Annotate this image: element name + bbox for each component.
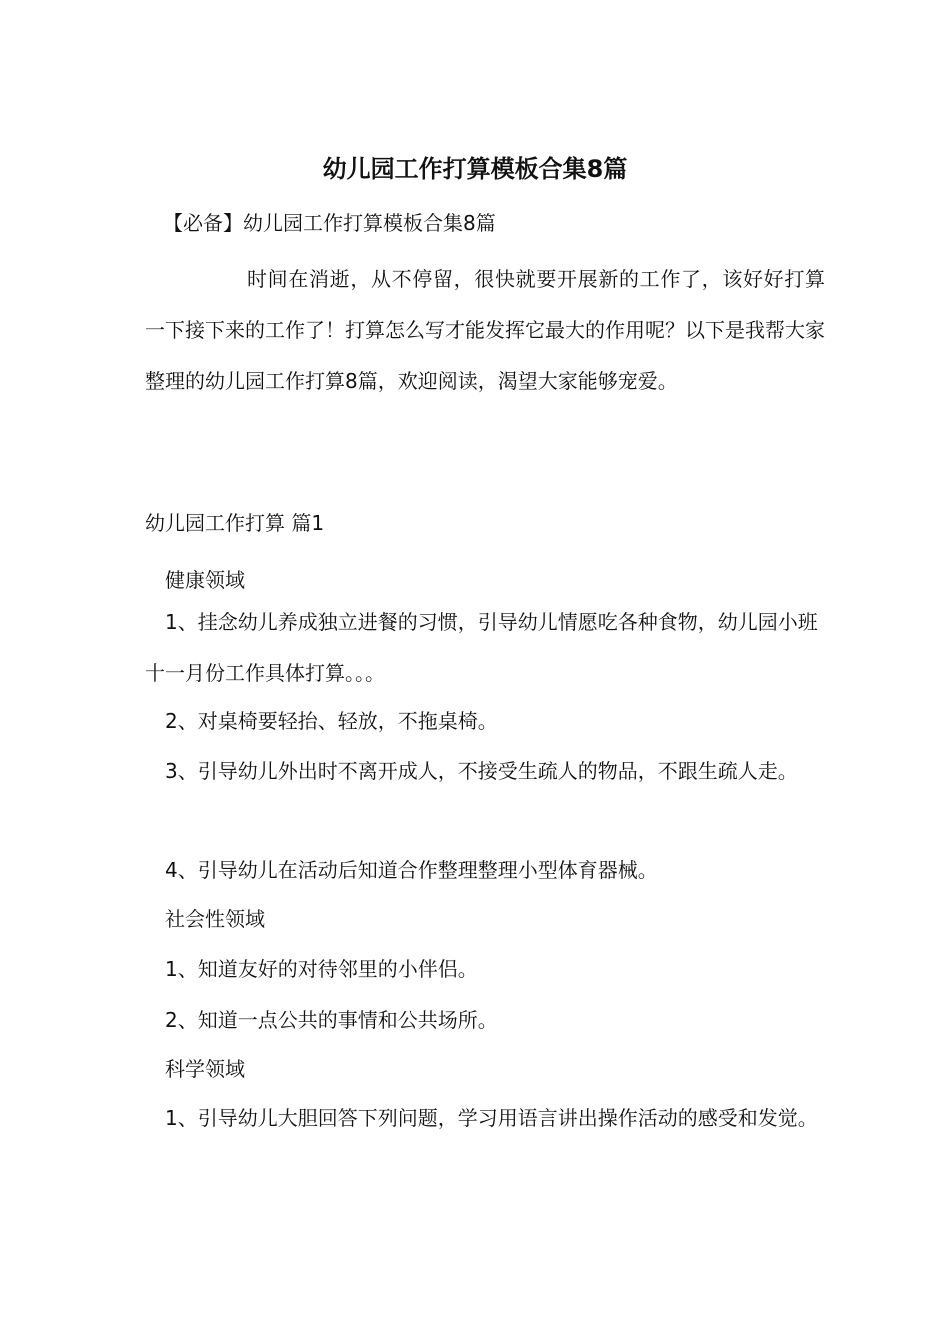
paragraph-item: 4、引导幼儿在活动后知道合作整理整理小型体育器械。	[165, 858, 658, 882]
paragraph-item: 3、引导幼儿外出时不离开成人，不接受生疏人的物品，不跟生疏人走。	[165, 759, 798, 783]
paragraph-item: 1、引导幼儿大胆回答下列问题，学习用语言讲出操作活动的感受和发觉。	[165, 1106, 818, 1130]
intro-paragraph: 时间在消逝，从不停留，很快就要开展新的工作了，该好好打算一下接下来的工作了！打算怎么写才能发挥它最大的作用呢？以下是我帮大家整理的幼儿园工作打算8篇，欢迎阅读，渴望大家能够宠爱。	[145, 267, 825, 393]
domain-heading-health: 健康领域	[165, 568, 245, 592]
domain-heading-science: 科学领域	[165, 1057, 245, 1081]
document-title: 幼儿园工作打算模板合集8篇	[322, 155, 628, 183]
paragraph-item: 1、挂念幼儿养成独立进餐的习惯，引导幼儿情愿吃各种食物，幼儿园小班十一月份工作具体打算。。。	[145, 610, 818, 685]
paragraph-item: 1、知道友好的对待邻里的小伴侣。	[165, 957, 478, 981]
paragraph-item: 2、知道一点公共的事情和公共场所。	[165, 1008, 498, 1032]
paragraph-item: 2、对桌椅要轻抬、轻放，不拖桌椅。	[165, 709, 498, 733]
section-heading: 幼儿园工作打算 篇1	[145, 511, 325, 535]
document-subtitle: 【必备】幼儿园工作打算模板合集8篇	[163, 211, 496, 235]
domain-heading-social: 社会性领域	[165, 907, 265, 931]
